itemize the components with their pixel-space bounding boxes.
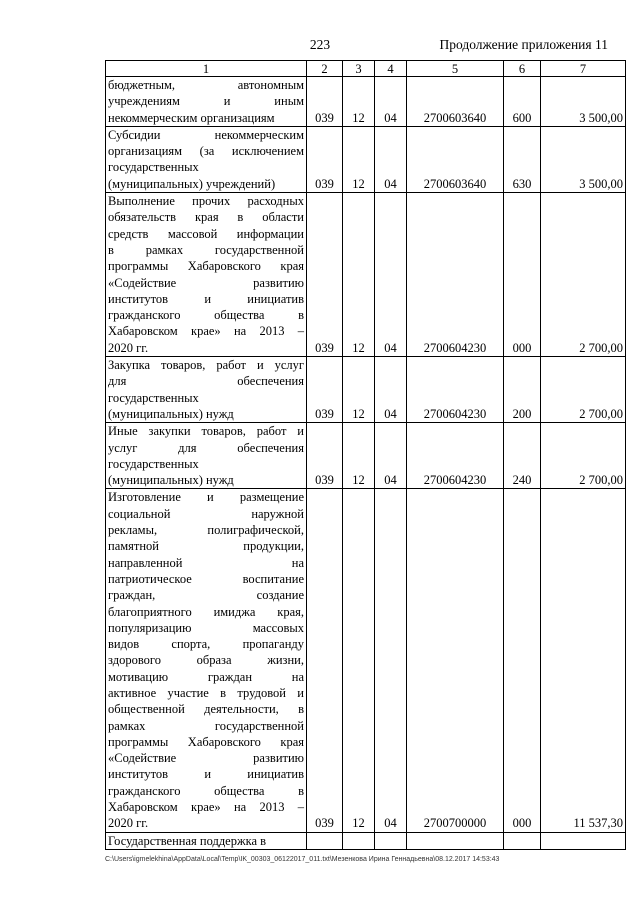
cell-vr: 200 bbox=[504, 357, 541, 423]
cell-gr: 039 bbox=[307, 193, 343, 357]
cell-sum: 11 537,30 bbox=[541, 489, 626, 832]
cell-rz: 12 bbox=[343, 77, 375, 127]
budget-table bbox=[105, 60, 626, 850]
expense-name-line: Хабаровском крае» на 2013 – bbox=[108, 324, 304, 339]
expense-name-line: институтов и инициатив bbox=[108, 767, 304, 782]
expense-name-line: памятной продукции, bbox=[108, 539, 304, 554]
cell-csr bbox=[407, 832, 504, 849]
expense-name-line: учреждениям и иным bbox=[108, 94, 304, 109]
cell-rz bbox=[343, 832, 375, 849]
cell-pr bbox=[375, 832, 407, 849]
cell-gr: 039 bbox=[307, 423, 343, 489]
expense-name-line: социальной наружной bbox=[108, 506, 304, 521]
expense-name-line: популяризацию массовых bbox=[108, 620, 304, 635]
cell-rz: 12 bbox=[343, 126, 375, 192]
footer-file-path: C:\Users\igmelekhina\AppData\Local\Temp\IK_00303_06122017_011.txt\Мезенкова Ирина Геннадьевна\08.12.2017 14:53:43 bbox=[105, 856, 500, 863]
column-number-row bbox=[106, 61, 626, 77]
expense-name-line: активное участие в трудовой и bbox=[108, 685, 304, 700]
table-row bbox=[106, 193, 626, 357]
cell-csr: 2700604230 bbox=[407, 357, 504, 423]
expense-name-line: направленной на bbox=[108, 555, 304, 570]
expense-name-cell bbox=[106, 423, 307, 489]
expense-name-cell bbox=[106, 126, 307, 192]
expense-name-line: благоприятного имиджа края, bbox=[108, 604, 304, 619]
table-row bbox=[106, 126, 626, 192]
cell-sum: 2 700,00 bbox=[541, 423, 626, 489]
cell-vr: 000 bbox=[504, 193, 541, 357]
expense-name-cell bbox=[106, 77, 307, 127]
expense-name-line: видов спорта, пропаганду bbox=[108, 637, 304, 652]
expense-name-line: институтов и инициатив bbox=[108, 291, 304, 306]
table-row bbox=[106, 77, 626, 127]
cell-sum: 2 700,00 bbox=[541, 357, 626, 423]
expense-name-line: «Содействие развитию bbox=[108, 751, 304, 766]
expense-name-line: рекламы, полиграфической, bbox=[108, 523, 304, 538]
cell-sum bbox=[541, 832, 626, 849]
appendix-caption: Продолжение приложения 11 bbox=[439, 37, 608, 52]
expense-name-line: организациям (за исключением bbox=[108, 144, 304, 159]
expense-name-line: (муниципальных) нужд bbox=[108, 406, 234, 421]
expense-name-line: здорового образа жизни, bbox=[108, 653, 304, 668]
cell-gr: 039 bbox=[307, 126, 343, 192]
expense-name-line: общественной деятельности, в bbox=[108, 702, 304, 717]
cell-gr: 039 bbox=[307, 77, 343, 127]
column-number: 7 bbox=[541, 61, 626, 77]
cell-csr: 2700604230 bbox=[407, 193, 504, 357]
cell-csr: 2700700000 bbox=[407, 489, 504, 832]
cell-vr: 000 bbox=[504, 489, 541, 832]
expense-name-line: услуг для обеспечения bbox=[108, 440, 304, 455]
cell-pr: 04 bbox=[375, 489, 407, 832]
cell-sum: 3 500,00 bbox=[541, 77, 626, 127]
cell-rz: 12 bbox=[343, 489, 375, 832]
cell-vr: 240 bbox=[504, 423, 541, 489]
expense-name-line: патриотическое воспитание bbox=[108, 571, 304, 586]
cell-pr: 04 bbox=[375, 77, 407, 127]
expense-name-line: Закупка товаров, работ и услуг bbox=[108, 358, 304, 373]
cell-pr: 04 bbox=[375, 193, 407, 357]
expense-name-cell bbox=[106, 832, 307, 849]
cell-rz: 12 bbox=[343, 193, 375, 357]
cell-gr: 039 bbox=[307, 357, 343, 423]
table-row bbox=[106, 423, 626, 489]
cell-vr: 630 bbox=[504, 126, 541, 192]
cell-pr: 04 bbox=[375, 423, 407, 489]
expense-name-line: (муниципальных) нужд bbox=[108, 473, 234, 488]
cell-csr: 2700603640 bbox=[407, 77, 504, 127]
expense-name-line: Выполнение прочих расходных bbox=[108, 194, 304, 209]
expense-name-line: средств массовой информации bbox=[108, 226, 304, 241]
expense-name-line: программы Хабаровского края bbox=[108, 259, 304, 274]
cell-rz: 12 bbox=[343, 357, 375, 423]
column-number: 5 bbox=[407, 61, 504, 77]
cell-vr: 600 bbox=[504, 77, 541, 127]
expense-name-line: для обеспечения bbox=[108, 374, 304, 389]
expense-name-cell bbox=[106, 357, 307, 423]
expense-name-line: государственных bbox=[108, 160, 199, 175]
expense-name-line: мотивацию граждан на bbox=[108, 669, 304, 684]
expense-name-line: гражданского общества в bbox=[108, 308, 304, 323]
expense-name-line: 2020 гг. bbox=[108, 340, 149, 355]
expense-name-cell bbox=[106, 193, 307, 357]
column-number: 4 bbox=[375, 61, 407, 77]
expense-name-line: в рамках государственной bbox=[108, 242, 304, 257]
page-number: 223 bbox=[309, 37, 331, 52]
column-number: 2 bbox=[307, 61, 343, 77]
expense-name-line: государственных bbox=[108, 390, 199, 405]
expense-name-line: гражданского общества в bbox=[108, 783, 304, 798]
cell-sum: 3 500,00 bbox=[541, 126, 626, 192]
table-row bbox=[106, 832, 626, 849]
cell-pr: 04 bbox=[375, 126, 407, 192]
expense-name-line: Изготовление и размещение bbox=[108, 490, 304, 505]
expense-name-cell bbox=[106, 489, 307, 832]
column-number: 3 bbox=[343, 61, 375, 77]
expense-name-line: обязательств края в области bbox=[108, 210, 304, 225]
cell-gr bbox=[307, 832, 343, 849]
expense-name-line: Хабаровском крае» на 2013 – bbox=[108, 800, 304, 815]
cell-pr: 04 bbox=[375, 357, 407, 423]
expense-name-line: Иные закупки товаров, работ и bbox=[108, 424, 304, 439]
column-number: 6 bbox=[504, 61, 541, 77]
expense-name-line: некоммерческим организациям bbox=[108, 110, 275, 125]
expense-name-line: программы Хабаровского края bbox=[108, 734, 304, 749]
cell-vr bbox=[504, 832, 541, 849]
cell-csr: 2700603640 bbox=[407, 126, 504, 192]
expense-name-line: бюджетным, автономным bbox=[108, 78, 304, 92]
cell-rz: 12 bbox=[343, 423, 375, 489]
table-row bbox=[106, 489, 626, 832]
cell-sum: 2 700,00 bbox=[541, 193, 626, 357]
expense-name-line: Субсидии некоммерческим bbox=[108, 127, 304, 142]
column-number: 1 bbox=[106, 61, 307, 77]
expense-name-line: 2020 гг. bbox=[108, 816, 149, 831]
expense-name-line: рамках государственной bbox=[108, 718, 304, 733]
cell-csr: 2700604230 bbox=[407, 423, 504, 489]
expense-name-line: «Содействие развитию bbox=[108, 275, 304, 290]
table-row bbox=[106, 357, 626, 423]
expense-name-line: граждан, создание bbox=[108, 588, 304, 603]
cell-gr: 039 bbox=[307, 489, 343, 832]
expense-name-line: Государственная поддержка в bbox=[108, 833, 267, 848]
expense-name-line: (муниципальных) учреждений) bbox=[108, 176, 276, 191]
expense-name-line: государственных bbox=[108, 456, 199, 471]
